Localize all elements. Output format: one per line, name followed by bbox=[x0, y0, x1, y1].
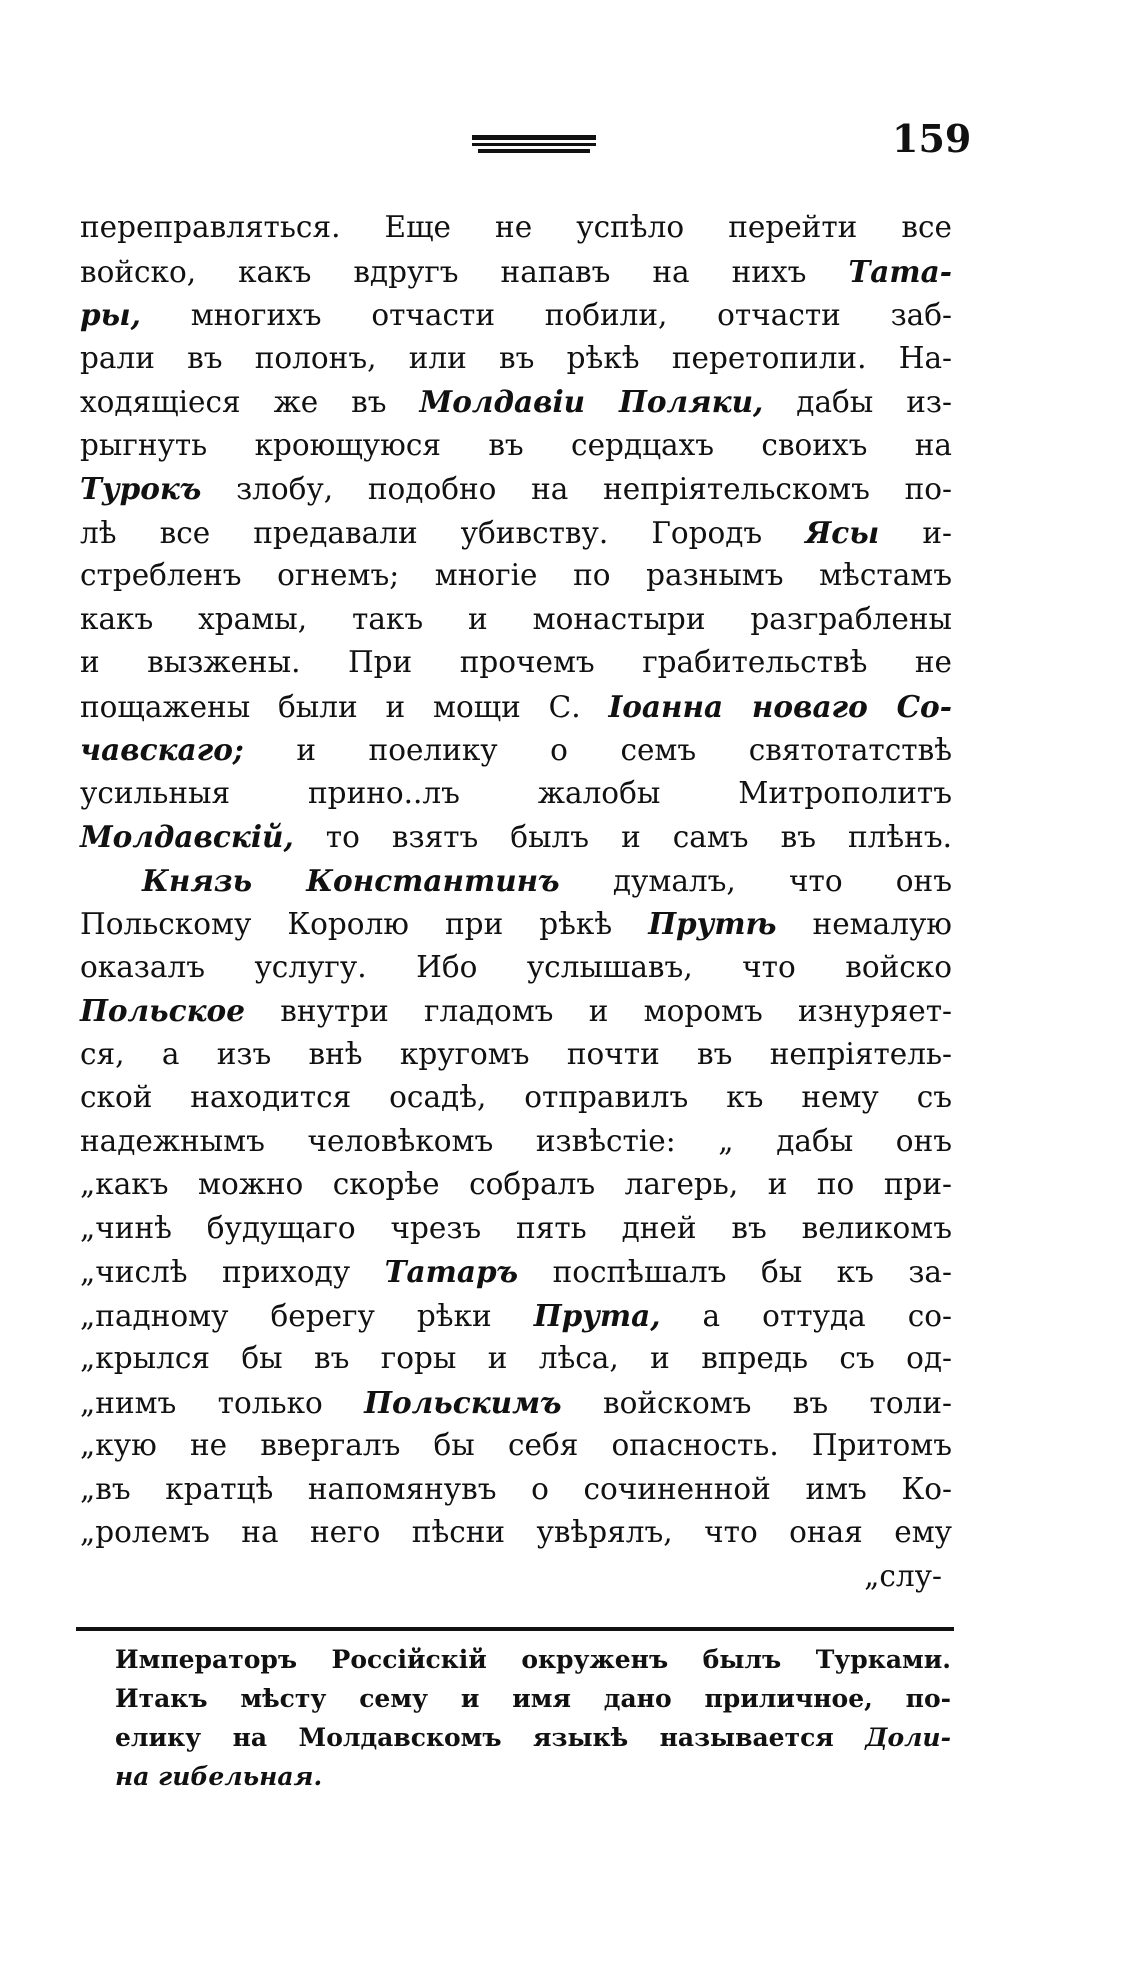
text-line: оказалъ услугу. Ибо услышавъ, что войско bbox=[80, 949, 952, 984]
page-number: 159 bbox=[892, 116, 972, 161]
emphasis: Татаръ bbox=[384, 1254, 519, 1289]
emphasis: Ясы bbox=[805, 514, 880, 550]
footnote-rule bbox=[76, 1626, 954, 1632]
header-ornament bbox=[472, 133, 596, 155]
emphasis: Іоанна новаго Со- bbox=[608, 688, 952, 724]
text-line: Польскому Королю при рѣкѣ Прутѣ немалую bbox=[80, 906, 952, 941]
text-line: переправляться. Еще не успѣло перейти все bbox=[80, 210, 952, 244]
text-line: „нимъ только Польскимъ войскомъ въ толи- bbox=[80, 1384, 952, 1420]
text-line: „ролемъ на него пѣсни увѣрялъ, что оная ему bbox=[80, 1515, 952, 1549]
text-line: „кую не ввергалъ бы себя опасность. Притомъ bbox=[80, 1428, 952, 1462]
text-line: „какъ можно скорѣе собралъ лагерь, и по при- bbox=[80, 1167, 952, 1201]
text-line: лѣ все предавали убивству. Городъ Ясы и- bbox=[80, 514, 952, 550]
text-line: ходящіеся же въ Молдавіи Поляки, дабы из- bbox=[80, 384, 952, 419]
text-line: рыгнуть кроющуюся въ сердцахъ своихъ на bbox=[80, 427, 952, 462]
text-line: „въ кратцѣ напомянувъ о сочиненной имъ Ко- bbox=[80, 1471, 952, 1506]
footnote-line: елику на Молдавскомъ языкѣ называется Доли- bbox=[115, 1723, 951, 1752]
emphasis: Польскимъ bbox=[364, 1384, 562, 1420]
catchword: „слу- bbox=[864, 1558, 942, 1593]
text-line: Турокъ злобу, подобно на непріятельскомъ по- bbox=[80, 471, 952, 506]
text-line: войско, какъ вдругъ напавъ на нихъ Тата- bbox=[80, 253, 952, 289]
footnote-line bbox=[115, 1757, 951, 1796]
emphasis: ры, bbox=[80, 297, 141, 332]
text-line: усильныя прино..лъ жалобы Митрополитъ bbox=[80, 775, 952, 810]
text-line: чавскаго; и поелику о семъ святотатствѣ bbox=[80, 732, 952, 767]
emphasis: на гибельная. bbox=[115, 1762, 323, 1791]
text-line: „чинѣ будущаго чрезъ пять дней въ великомъ bbox=[80, 1210, 952, 1245]
paragraph-start: Князь Константинъ думалъ, что онъ bbox=[142, 862, 952, 898]
emphasis: Тата- bbox=[848, 253, 952, 289]
emphasis: Прутѣ bbox=[648, 906, 777, 941]
text-line: „падному берегу рѣки Прута, а оттуда со- bbox=[80, 1297, 952, 1333]
text-line: пощажены были и мощи С. Іоанна новаго Со- bbox=[80, 688, 952, 724]
text-line: ской находится осадѣ, отправилъ къ нему съ bbox=[80, 1080, 952, 1114]
emphasis: Молдавскій, bbox=[80, 819, 294, 854]
emphasis: Прута, bbox=[533, 1297, 661, 1333]
text-line: ры, многихъ отчасти побили, отчасти заб- bbox=[80, 297, 952, 332]
main-text bbox=[80, 206, 952, 1598]
emphasis: чавскаго; bbox=[80, 732, 244, 767]
footnote bbox=[115, 1640, 951, 1796]
emphasis: Князь Константинъ bbox=[142, 862, 560, 898]
emphasis: Польское bbox=[80, 993, 245, 1028]
text-line: и вызжены. При прочемъ грабительствѣ не bbox=[80, 645, 952, 679]
text-line: рали въ полонъ, или въ рѣкѣ перетопили. На- bbox=[80, 340, 952, 375]
footnote-line: Итакъ мѣсту сему и имя дано приличное, по- bbox=[115, 1684, 951, 1713]
emphasis: Молдавіи Поляки, bbox=[419, 384, 764, 419]
text-line: Польское внутри гладомъ и моромъ изнуряет- bbox=[80, 993, 952, 1028]
emphasis: Доли- bbox=[865, 1723, 951, 1752]
text-line: стребленъ огнемъ; многіе по разнымъ мѣстамъ bbox=[80, 558, 952, 592]
text-line: надежнымъ человѣкомъ извѣстіе: „ дабы онъ bbox=[80, 1123, 952, 1158]
text-line: „крылся бы въ горы и лѣса, и впредь съ од- bbox=[80, 1341, 952, 1375]
text-line: „числѣ приходу Татаръ поспѣшалъ бы къ за- bbox=[80, 1254, 952, 1289]
text-line: Молдавскій, то взятъ былъ и самъ въ плѣнъ. bbox=[80, 819, 952, 854]
text-line: ся, а изъ внѣ кругомъ почти въ непріятель- bbox=[80, 1036, 952, 1071]
text-line: какъ храмы, такъ и монастыри разграблены bbox=[80, 601, 952, 636]
emphasis: Турокъ bbox=[80, 471, 202, 506]
footnote-line: Императоръ Россійскій окруженъ былъ Турками. bbox=[115, 1645, 951, 1674]
